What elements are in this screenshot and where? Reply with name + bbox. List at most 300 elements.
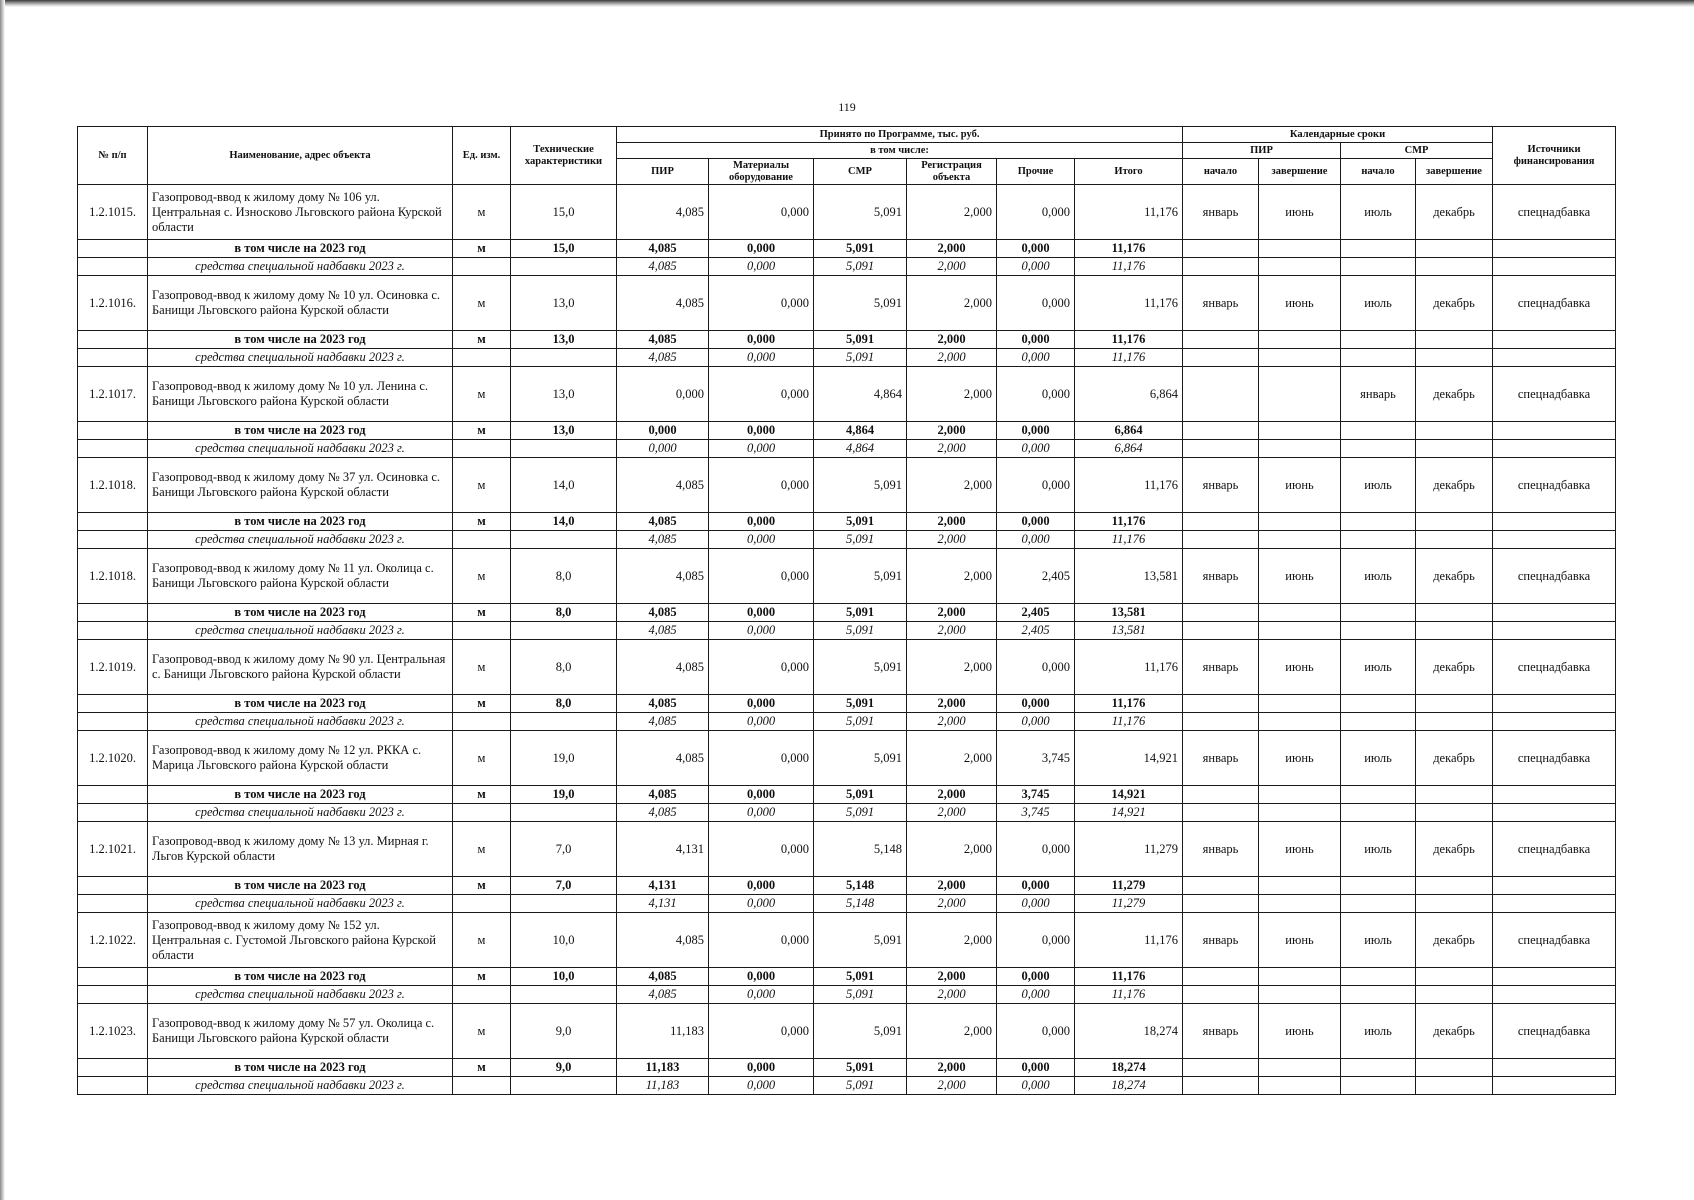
empty-cell [1259,786,1341,804]
subtotal-label: в том числе на 2023 год [148,422,453,440]
empty-cell [1416,622,1493,640]
row-number [78,349,148,367]
other-cell: 3,745 [997,804,1075,822]
other-cell: 0,000 [997,513,1075,531]
empty-cell [511,622,617,640]
total-cell: 11,176 [1075,913,1183,968]
other-cell: 0,000 [997,968,1075,986]
pir-cell: 4,085 [617,331,709,349]
unit-cell: м [453,604,511,622]
smr-start-cell: июль [1341,1004,1416,1059]
pir-start-cell: январь [1183,458,1259,513]
source-cell: спецнадбавка [1493,185,1616,240]
subtotal-row [78,422,1616,440]
empty-cell [1259,531,1341,549]
total-cell: 18,274 [1075,1004,1183,1059]
empty-cell [453,986,511,1004]
smr-cell: 5,091 [814,731,907,786]
subtotal-row [78,786,1616,804]
row-number [78,531,148,549]
registration-cell: 2,000 [907,713,997,731]
pir-cell: 4,085 [617,276,709,331]
other-cell: 3,745 [997,731,1075,786]
table-row [78,276,1616,331]
empty-cell [1183,258,1259,276]
total-cell: 11,176 [1075,640,1183,695]
row-number: 1.2.1017. [78,367,148,422]
total-cell: 14,921 [1075,731,1183,786]
unit-cell: м [453,1004,511,1059]
tech-cell: 13,0 [511,422,617,440]
pir-end-cell: июнь [1259,640,1341,695]
subtotal-row [78,331,1616,349]
empty-cell [1493,968,1616,986]
empty-cell [1493,986,1616,1004]
empty-cell [1259,258,1341,276]
total-cell: 11,176 [1075,968,1183,986]
materials-cell: 0,000 [709,895,814,913]
empty-cell [1416,513,1493,531]
subtotal-row [78,513,1616,531]
object-name: Газопровод-ввод к жилому дому № 13 ул. Мирная г. Льгов Курской области [148,822,453,877]
pir-cell: 4,085 [617,913,709,968]
empty-cell [1183,622,1259,640]
total-cell: 11,176 [1075,258,1183,276]
source-cell: спецнадбавка [1493,1004,1616,1059]
table-header [78,127,1616,185]
pir-cell: 4,085 [617,622,709,640]
smr-start-cell: июль [1341,731,1416,786]
col-cal-pir: ПИР [1183,143,1341,159]
smr-cell: 5,091 [814,458,907,513]
tech-cell: 10,0 [511,968,617,986]
unit-cell: м [453,822,511,877]
smr-start-cell: июль [1341,458,1416,513]
empty-cell [511,258,617,276]
funding-row [78,440,1616,458]
row-number [78,622,148,640]
materials-cell: 0,000 [709,822,814,877]
empty-cell [1416,531,1493,549]
materials-cell: 0,000 [709,276,814,331]
row-number [78,513,148,531]
registration-cell: 2,000 [907,786,997,804]
row-number: 1.2.1020. [78,731,148,786]
empty-cell [1183,877,1259,895]
empty-cell [1416,258,1493,276]
empty-cell [1259,513,1341,531]
subtotal-label: в том числе на 2023 год [148,695,453,713]
row-number [78,877,148,895]
pir-start-cell: январь [1183,276,1259,331]
col-sources: Источники финансирования [1493,127,1616,185]
row-number [78,240,148,258]
object-name: Газопровод-ввод к жилому дому № 10 ул. Осиновка с. Банищи Льговского района Курской области [148,276,453,331]
empty-cell [1259,713,1341,731]
pir-cell: 4,085 [617,986,709,1004]
object-name: Газопровод-ввод к жилому дому № 106 ул. Центральная с. Износково Льговского района Курской области [148,185,453,240]
registration-cell: 2,000 [907,531,997,549]
empty-cell [1341,986,1416,1004]
row-number [78,1077,148,1095]
col-num: № п/п [78,127,148,185]
pir-cell: 4,085 [617,713,709,731]
registration-cell: 2,000 [907,513,997,531]
row-number: 1.2.1019. [78,640,148,695]
registration-cell: 2,000 [907,804,997,822]
empty-cell [1341,895,1416,913]
funding-row [78,1077,1616,1095]
col-pir-start: начало [1183,159,1259,185]
empty-cell [1259,349,1341,367]
smr-end-cell: декабрь [1416,640,1493,695]
smr-cell: 5,091 [814,713,907,731]
total-cell: 13,581 [1075,549,1183,604]
total-cell: 11,176 [1075,331,1183,349]
funding-label: средства специальной надбавки 2023 г. [148,258,453,276]
unit-cell: м [453,1059,511,1077]
source-cell: спецнадбавка [1493,640,1616,695]
row-number: 1.2.1015. [78,185,148,240]
unit-cell: м [453,549,511,604]
empty-cell [1341,331,1416,349]
funding-label: средства специальной надбавки 2023 г. [148,531,453,549]
other-cell: 0,000 [997,422,1075,440]
unit-cell: м [453,240,511,258]
funding-label: средства специальной надбавки 2023 г. [148,622,453,640]
funding-label: средства специальной надбавки 2023 г. [148,713,453,731]
table-row [78,640,1616,695]
registration-cell: 2,000 [907,640,997,695]
registration-cell: 2,000 [907,1059,997,1077]
registration-cell: 2,000 [907,877,997,895]
empty-cell [1493,531,1616,549]
object-name: Газопровод-ввод к жилому дому № 11 ул. Околица с. Банищи Льговского района Курской области [148,549,453,604]
empty-cell [1259,622,1341,640]
pir-cell: 0,000 [617,422,709,440]
col-tech: Технические характеристики [511,127,617,185]
empty-cell [1183,531,1259,549]
object-name: Газопровод-ввод к жилому дому № 37 ул. Осиновка с. Банищи Льговского района Курской области [148,458,453,513]
empty-cell [1416,1059,1493,1077]
tech-cell: 10,0 [511,913,617,968]
empty-cell [1416,895,1493,913]
materials-cell: 0,000 [709,640,814,695]
object-name: Газопровод-ввод к жилому дому № 12 ул. РККА с. Марица Льговского района Курской области [148,731,453,786]
source-cell: спецнадбавка [1493,549,1616,604]
total-cell: 11,176 [1075,986,1183,1004]
pir-cell: 4,131 [617,877,709,895]
col-pir-end: завершение [1259,159,1341,185]
unit-cell: м [453,786,511,804]
row-number [78,604,148,622]
smr-end-cell: декабрь [1416,549,1493,604]
tech-cell: 8,0 [511,695,617,713]
empty-cell [1341,531,1416,549]
tech-cell: 13,0 [511,276,617,331]
row-number [78,258,148,276]
empty-cell [511,440,617,458]
other-cell: 0,000 [997,531,1075,549]
empty-cell [1183,513,1259,531]
registration-cell: 2,000 [907,604,997,622]
pir-cell: 4,085 [617,258,709,276]
total-cell: 11,176 [1075,695,1183,713]
smr-end-cell: декабрь [1416,822,1493,877]
funding-row [78,258,1616,276]
pir-end-cell: июнь [1259,185,1341,240]
registration-cell: 2,000 [907,731,997,786]
table-row [78,185,1616,240]
empty-cell [1416,968,1493,986]
smr-cell: 5,091 [814,513,907,531]
tech-cell: 8,0 [511,549,617,604]
empty-cell [1341,240,1416,258]
empty-cell [1341,695,1416,713]
smr-cell: 5,091 [814,1077,907,1095]
smr-end-cell: декабрь [1416,731,1493,786]
scan-edge-left [0,0,5,1200]
other-cell: 0,000 [997,640,1075,695]
pir-cell: 11,183 [617,1077,709,1095]
pir-cell: 4,085 [617,804,709,822]
pir-start-cell: январь [1183,549,1259,604]
empty-cell [511,986,617,1004]
total-cell: 18,274 [1075,1077,1183,1095]
empty-cell [1493,895,1616,913]
total-cell: 11,176 [1075,531,1183,549]
empty-cell [511,804,617,822]
pir-cell: 4,085 [617,695,709,713]
source-cell: спецнадбавка [1493,458,1616,513]
materials-cell: 0,000 [709,968,814,986]
empty-cell [1183,440,1259,458]
materials-cell: 0,000 [709,349,814,367]
smr-start-cell: июль [1341,185,1416,240]
col-smr: СМР [814,159,907,185]
registration-cell: 2,000 [907,549,997,604]
materials-cell: 0,000 [709,549,814,604]
empty-cell [1183,713,1259,731]
empty-cell [1183,422,1259,440]
empty-cell [1341,786,1416,804]
empty-cell [1341,440,1416,458]
total-cell: 11,176 [1075,240,1183,258]
smr-start-cell: июль [1341,549,1416,604]
pir-start-cell: январь [1183,822,1259,877]
empty-cell [453,258,511,276]
pir-start-cell: январь [1183,1004,1259,1059]
empty-cell [1341,713,1416,731]
row-number [78,1059,148,1077]
total-cell: 11,279 [1075,822,1183,877]
source-cell: спецнадбавка [1493,731,1616,786]
registration-cell: 2,000 [907,422,997,440]
tech-cell: 15,0 [511,185,617,240]
materials-cell: 0,000 [709,531,814,549]
col-other: Прочие [997,159,1075,185]
funding-row [78,349,1616,367]
total-cell: 13,581 [1075,622,1183,640]
unit-cell: м [453,877,511,895]
smr-cell: 5,091 [814,1059,907,1077]
total-cell: 14,921 [1075,786,1183,804]
empty-cell [1341,877,1416,895]
subtotal-row [78,695,1616,713]
empty-cell [1259,604,1341,622]
funding-label: средства специальной надбавки 2023 г. [148,440,453,458]
empty-cell [1416,695,1493,713]
pir-cell: 4,131 [617,895,709,913]
smr-cell: 5,091 [814,986,907,1004]
registration-cell: 2,000 [907,1004,997,1059]
source-cell: спецнадбавка [1493,276,1616,331]
row-number [78,786,148,804]
empty-cell [1183,1059,1259,1077]
funding-label: средства специальной надбавки 2023 г. [148,349,453,367]
empty-cell [1493,331,1616,349]
materials-cell: 0,000 [709,422,814,440]
empty-cell [1183,986,1259,1004]
row-number: 1.2.1018. [78,458,148,513]
smr-cell: 5,091 [814,622,907,640]
total-cell: 6,864 [1075,440,1183,458]
table-row [78,367,1616,422]
object-name: Газопровод-ввод к жилому дому № 10 ул. Ленина с. Банищи Льговского района Курской области [148,367,453,422]
empty-cell [1493,877,1616,895]
row-number [78,895,148,913]
empty-cell [1493,604,1616,622]
row-number: 1.2.1022. [78,913,148,968]
subtotal-row [78,968,1616,986]
other-cell: 2,405 [997,604,1075,622]
registration-cell: 2,000 [907,258,997,276]
other-cell: 0,000 [997,331,1075,349]
smr-cell: 5,091 [814,349,907,367]
empty-cell [1259,877,1341,895]
empty-cell [1416,349,1493,367]
materials-cell: 0,000 [709,786,814,804]
registration-cell: 2,000 [907,822,997,877]
row-number [78,968,148,986]
other-cell: 0,000 [997,367,1075,422]
unit-cell: м [453,367,511,422]
subtotal-row [78,877,1616,895]
pir-cell: 4,085 [617,240,709,258]
total-cell: 11,176 [1075,185,1183,240]
empty-cell [1416,804,1493,822]
empty-cell [1259,1077,1341,1095]
subtotal-label: в том числе на 2023 год [148,877,453,895]
smr-cell: 5,091 [814,331,907,349]
source-cell: спецнадбавка [1493,822,1616,877]
table-row [78,822,1616,877]
registration-cell: 2,000 [907,895,997,913]
smr-cell: 5,091 [814,549,907,604]
smr-cell: 5,091 [814,804,907,822]
registration-cell: 2,000 [907,968,997,986]
pir-cell: 4,085 [617,349,709,367]
materials-cell: 0,000 [709,1059,814,1077]
smr-start-cell: июль [1341,913,1416,968]
empty-cell [1183,1077,1259,1095]
scan-edge-top [0,0,1694,7]
pir-start-cell: январь [1183,731,1259,786]
empty-cell [1341,804,1416,822]
other-cell: 0,000 [997,276,1075,331]
materials-cell: 0,000 [709,240,814,258]
row-number [78,440,148,458]
funding-row [78,531,1616,549]
unit-cell: м [453,913,511,968]
funding-row [78,804,1616,822]
registration-cell: 2,000 [907,695,997,713]
smr-end-cell: декабрь [1416,1004,1493,1059]
page-number: 119 [838,100,856,114]
row-number [78,804,148,822]
empty-cell [1493,1059,1616,1077]
tech-cell: 14,0 [511,458,617,513]
subtotal-label: в том числе на 2023 год [148,1059,453,1077]
col-smr-end: завершение [1416,159,1493,185]
other-cell: 0,000 [997,440,1075,458]
smr-end-cell: декабрь [1416,276,1493,331]
unit-cell: м [453,968,511,986]
materials-cell: 0,000 [709,604,814,622]
materials-cell: 0,000 [709,458,814,513]
other-cell: 0,000 [997,185,1075,240]
col-registration: Регистрация объекта [907,159,997,185]
pir-cell: 4,085 [617,604,709,622]
pir-cell: 4,085 [617,531,709,549]
funding-row [78,895,1616,913]
smr-start-cell: июль [1341,640,1416,695]
smr-start-cell: июль [1341,822,1416,877]
materials-cell: 0,000 [709,513,814,531]
empty-cell [1183,968,1259,986]
col-smr-start: начало [1341,159,1416,185]
empty-cell [1493,349,1616,367]
funding-label: средства специальной надбавки 2023 г. [148,804,453,822]
funding-row [78,713,1616,731]
tech-cell: 15,0 [511,240,617,258]
smr-cell: 5,148 [814,895,907,913]
materials-cell: 0,000 [709,622,814,640]
registration-cell: 2,000 [907,986,997,1004]
total-cell: 11,279 [1075,877,1183,895]
pir-cell: 4,085 [617,185,709,240]
empty-cell [1416,331,1493,349]
pir-start-cell: январь [1183,185,1259,240]
empty-cell [1341,258,1416,276]
empty-cell [1341,604,1416,622]
empty-cell [1493,1077,1616,1095]
tech-cell: 13,0 [511,367,617,422]
smr-cell: 4,864 [814,440,907,458]
total-cell: 11,176 [1075,458,1183,513]
subtotal-row [78,1059,1616,1077]
empty-cell [1416,240,1493,258]
row-number: 1.2.1023. [78,1004,148,1059]
col-name: Наименование, адрес объекта [148,127,453,185]
subtotal-label: в том числе на 2023 год [148,331,453,349]
total-cell: 14,921 [1075,804,1183,822]
empty-cell [1259,968,1341,986]
tech-cell: 19,0 [511,786,617,804]
tech-cell: 13,0 [511,331,617,349]
pir-cell: 11,183 [617,1059,709,1077]
empty-cell [1493,513,1616,531]
